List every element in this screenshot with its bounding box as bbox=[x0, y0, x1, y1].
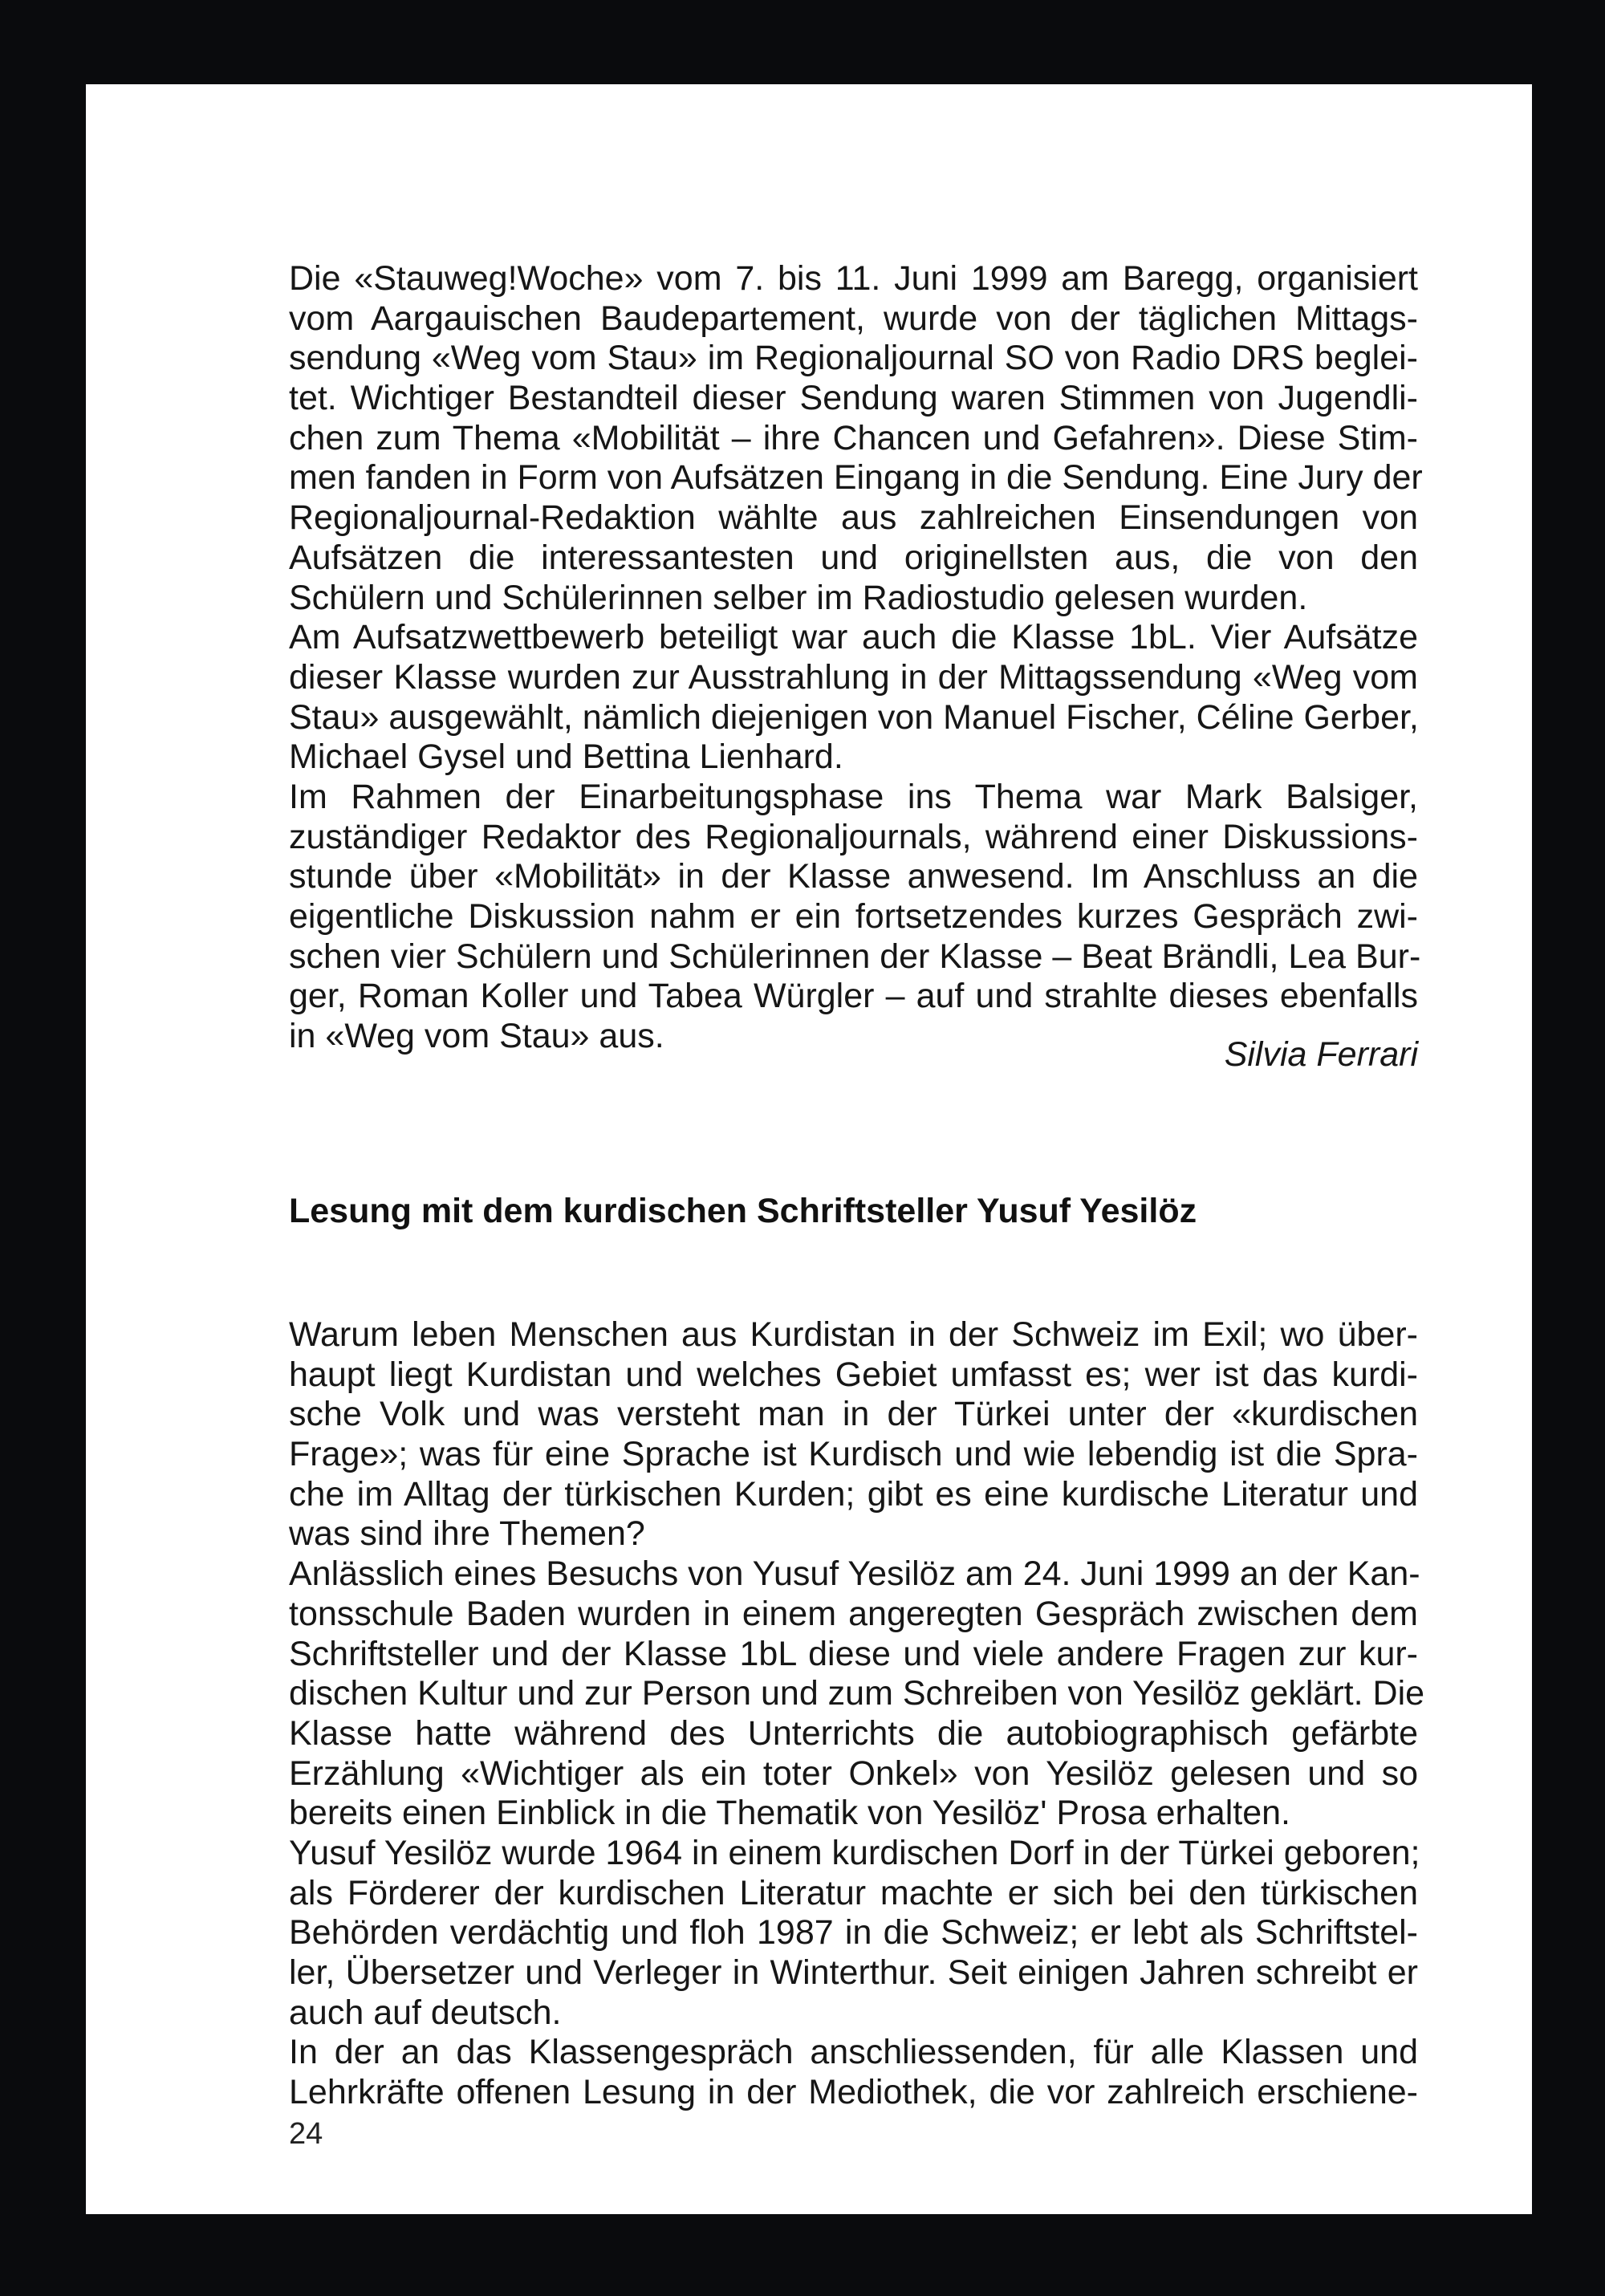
text-line: Yusuf Yesilöz wurde 1964 in einem kurdischen Dorf in der Türkei geboren; bbox=[289, 1833, 1420, 1872]
text-line: men fanden in Form von Aufsätzen Eingang in die Sendung. Eine Jury der bbox=[289, 458, 1423, 498]
section-heading: Lesung mit dem kurdischen Schriftsteller Yusuf Yesilöz bbox=[289, 1192, 1197, 1230]
text-line: Am Aufsatzwettbewerb beteiligt war auch die Klasse 1bL. Vier Aufsätze bbox=[289, 618, 1418, 657]
text-line: Anlässlich eines Besuchs von Yusuf Yesilöz am 24. Juni 1999 an der Kan- bbox=[289, 1554, 1420, 1594]
text-line: Michael Gysel und Bettina Lienhard. bbox=[289, 738, 843, 777]
text-line: dieser Klasse wurden zur Ausstrahlung in der Mittagssendung «Weg vom bbox=[289, 657, 1418, 697]
article-lesung-body bbox=[289, 1315, 1425, 2113]
text-line: ler, Übersetzer und Verleger in Winterthur. Seit einigen Jahren schreibt er bbox=[289, 1953, 1418, 1992]
text-line: haupt liegt Kurdistan und welches Gebiet umfasst es; wer ist das kurdi- bbox=[289, 1355, 1418, 1394]
text-line: sendung «Weg vom Stau» im Regionaljournal SO von Radio DRS beglei- bbox=[289, 339, 1418, 378]
document-page bbox=[86, 84, 1532, 2214]
text-line: Erzählung «Wichtiger als ein toter Onkel» von Yesilöz gelesen und so bbox=[289, 1753, 1418, 1793]
text-line: Regionaljournal-Redaktion wählte aus zahlreichen Einsendungen von bbox=[289, 498, 1418, 538]
author-signature: Silvia Ferrari bbox=[1224, 1035, 1418, 1074]
text-line: Schriftsteller und der Klasse 1bL diese und viele andere Fragen zur kur- bbox=[289, 1634, 1418, 1673]
text-line: Behörden verdächtig und floh 1987 in die Schweiz; er lebt als Schriftstel- bbox=[289, 1913, 1418, 1953]
page-number: 24 bbox=[289, 2117, 323, 2151]
text-line: eigentliche Diskussion nahm er ein fortsetzendes kurzes Gespräch zwi- bbox=[289, 897, 1418, 936]
text-line: tet. Wichtiger Bestandteil dieser Sendung waren Stimmen von Jugendli- bbox=[289, 379, 1418, 418]
text-line: Im Rahmen der Einarbeitungsphase ins Thema war Mark Balsiger, bbox=[289, 777, 1418, 816]
text-line: chen zum Thema «Mobilität – ihre Chancen und Gefahren». Diese Stim- bbox=[289, 418, 1418, 457]
text-line: in «Weg vom Stau» aus. bbox=[289, 1017, 664, 1056]
text-line: zuständiger Redaktor des Regionaljournals, während einer Diskussions- bbox=[289, 817, 1418, 856]
text-line: als Förderer der kurdischen Literatur machte er sich bei den türkischen bbox=[289, 1873, 1418, 1912]
text-line: stunde über «Mobilität» in der Klasse anwesend. Im Anschluss an die bbox=[289, 857, 1418, 896]
text-line: schen vier Schülern und Schülerinnen der Klasse – Beat Brändli, Lea Bur- bbox=[289, 937, 1421, 976]
text-line: In der an das Klassengespräch anschliessenden, für alle Klassen und bbox=[289, 2033, 1418, 2072]
text-line: Frage»; was für eine Sprache ist Kurdisch und wie lebendig ist die Spra- bbox=[289, 1435, 1418, 1474]
text-line: bereits einen Einblick in die Thematik von Yesilöz' Prosa erhalten. bbox=[289, 1794, 1290, 1833]
text-line: dischen Kultur und zur Person und zum Schreiben von Yesilöz geklärt. Die bbox=[289, 1674, 1425, 1713]
text-line: vom Aargauischen Baudepartement, wurde von der täglichen Mittags- bbox=[289, 299, 1418, 338]
text-line: Warum leben Menschen aus Kurdistan in der Schweiz im Exil; wo über- bbox=[289, 1315, 1418, 1354]
text-line: Die «Stauweg!Woche» vom 7. bis 11. Juni 1999 am Baregg, organisiert bbox=[289, 259, 1418, 298]
text-line: auch auf deutsch. bbox=[289, 1993, 562, 2032]
text-line: Stau» ausgewählt, nämlich diejenigen von Manuel Fischer, Céline Gerber, bbox=[289, 697, 1419, 737]
text-line: was sind ihre Themen? bbox=[289, 1514, 645, 1554]
text-line: Klasse hatte während des Unterrichts die autobiographisch gefärbte bbox=[289, 1713, 1418, 1753]
text-line: Lehrkräfte offenen Lesung in der Mediothek, die vor zahlreich erschiene- bbox=[289, 2073, 1418, 2112]
text-line: tonsschule Baden wurden in einem angeregten Gespräch zwischen dem bbox=[289, 1594, 1418, 1633]
text-line: sche Volk und was versteht man in der Türkei unter der «kurdischen bbox=[289, 1395, 1418, 1434]
article-stauweg-body bbox=[289, 259, 1423, 1057]
text-line: Aufsätzen die interessantesten und originellsten aus, die von den bbox=[289, 538, 1418, 577]
text-line: che im Alltag der türkischen Kurden; gibt es eine kurdische Literatur und bbox=[289, 1474, 1418, 1514]
text-line: Schülern und Schülerinnen selber im Radiostudio gelesen wurden. bbox=[289, 578, 1308, 617]
text-line: ger, Roman Koller und Tabea Würgler – auf und strahlte dieses ebenfalls bbox=[289, 977, 1418, 1016]
